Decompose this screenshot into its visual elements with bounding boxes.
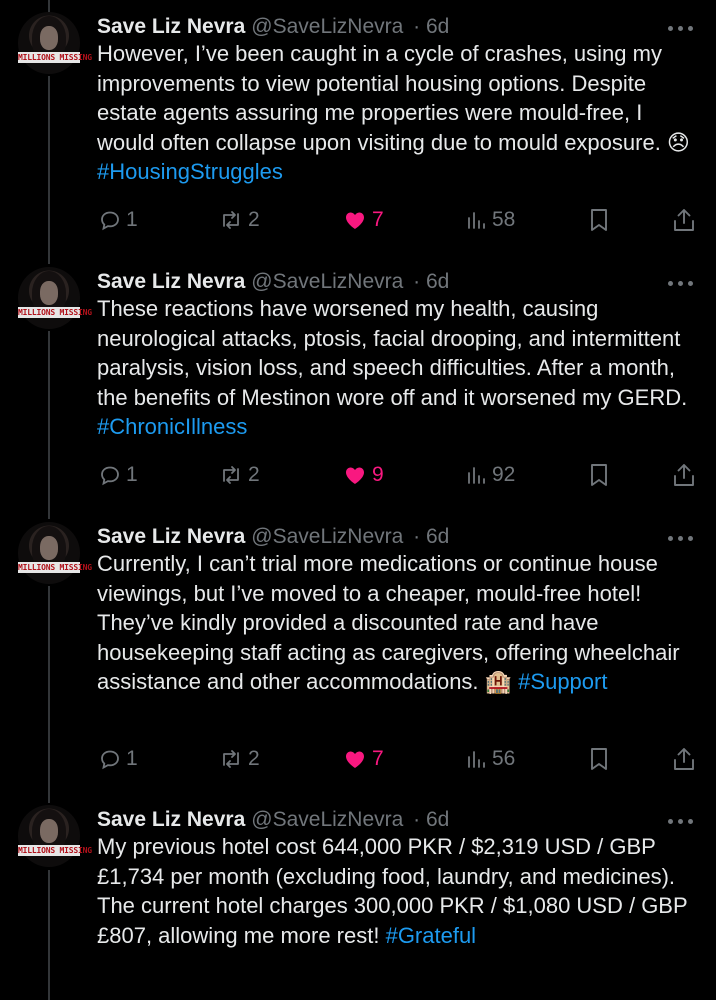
hashtag-link[interactable]: #Support (518, 669, 608, 695)
thread-line (48, 331, 50, 519)
avatar-banner-text: MILLIONS MISSING (18, 563, 92, 572)
avatar-banner-text: MILLIONS MISSING (18, 846, 92, 855)
views-count: 92 (492, 463, 516, 486)
repost-button[interactable] (218, 460, 260, 490)
bookmark-icon (588, 462, 610, 488)
author-handle[interactable]: @SaveLizNevra (251, 270, 404, 293)
avatar-face (40, 536, 58, 560)
reply-count: 1 (126, 208, 138, 231)
share-icon (672, 462, 696, 488)
reply-count: 1 (126, 463, 138, 486)
avatar[interactable] (18, 267, 92, 329)
bookmark-button[interactable] (588, 205, 610, 235)
reply-icon (98, 747, 122, 771)
repost-icon (218, 747, 244, 771)
repost-count: 2 (248, 463, 260, 486)
more-icon[interactable] (668, 536, 694, 542)
author-handle[interactable]: @SaveLizNevra (251, 808, 404, 831)
more-icon[interactable] (668, 819, 694, 825)
reply-button[interactable] (98, 205, 138, 235)
tweet-header (97, 805, 449, 835)
tweet-header (97, 267, 449, 297)
tweet-time[interactable]: · 6d (413, 270, 450, 293)
tweet-text-main: Currently, I can’t trial more medications or continue house viewings, but I’ve moved to a cheaper, mould-free hotel! They’ve kindly provided a discounted rate and have housekeeping staff acting as caregivers, offering wheelchair assistance and other accommodations. 🏨 (97, 551, 680, 695)
like-button[interactable] (342, 744, 384, 774)
repost-count: 2 (248, 747, 260, 770)
avatar-face (40, 26, 58, 50)
avatar-face (40, 281, 58, 305)
like-button[interactable] (342, 460, 384, 490)
more-icon[interactable] (668, 26, 694, 32)
tweet-actions (0, 205, 716, 235)
tweet-time[interactable]: · 6d (413, 525, 450, 548)
bookmark-icon (588, 207, 610, 233)
bookmark-icon (588, 746, 610, 772)
author-handle[interactable]: @SaveLizNevra (251, 15, 404, 38)
tweet-text (97, 294, 697, 442)
repost-button[interactable] (218, 205, 260, 235)
like-button[interactable] (342, 205, 384, 235)
tweet-text-main: However, I’ve been caught in a cycle of crashes, using my improvements to view potential housing options. Despite estate agents assuring me properties were mould-free, I would often collapse upon visiting due to mould exposure. 😞 (97, 41, 690, 155)
hashtag-link[interactable]: #ChronicIllness (97, 414, 248, 440)
share-icon (672, 207, 696, 233)
author-name[interactable]: Save Liz Nevra (97, 808, 246, 831)
views-count: 56 (492, 747, 516, 770)
author-handle[interactable]: @SaveLizNevra (251, 525, 404, 548)
tweet-text (97, 832, 697, 950)
avatar-banner-text: MILLIONS MISSING (18, 53, 92, 62)
reply-button[interactable] (98, 460, 138, 490)
reply-count: 1 (126, 747, 138, 770)
like-count: 9 (372, 463, 384, 486)
share-icon (672, 746, 696, 772)
thread-line (48, 0, 50, 12)
avatar-face (40, 819, 58, 843)
views-button[interactable] (466, 744, 515, 774)
avatar[interactable] (18, 805, 92, 867)
like-icon (342, 208, 368, 232)
bookmark-button[interactable] (588, 744, 610, 774)
views-icon (466, 747, 488, 771)
more-icon[interactable] (668, 281, 694, 287)
reply-button[interactable] (98, 744, 138, 774)
like-icon (342, 463, 368, 487)
reply-icon (98, 463, 122, 487)
tweet-time[interactable]: · 6d (413, 808, 450, 831)
like-count: 7 (372, 747, 384, 770)
author-name[interactable]: Save Liz Nevra (97, 15, 246, 38)
tweet-actions (0, 744, 716, 774)
repost-count: 2 (248, 208, 260, 231)
reply-icon (98, 208, 122, 232)
like-icon (342, 747, 368, 771)
tweet-time[interactable]: · 6d (413, 15, 450, 38)
views-icon (466, 208, 488, 232)
views-button[interactable] (466, 205, 515, 235)
author-name[interactable]: Save Liz Nevra (97, 525, 246, 548)
tweet-text (97, 39, 697, 187)
views-button[interactable] (466, 460, 515, 490)
author-name[interactable]: Save Liz Nevra (97, 270, 246, 293)
share-button[interactable] (672, 744, 696, 774)
thread-line (48, 76, 50, 264)
avatar-banner-text: MILLIONS MISSING (18, 308, 92, 317)
bookmark-button[interactable] (588, 460, 610, 490)
share-button[interactable] (672, 460, 696, 490)
tweet-actions (0, 460, 716, 490)
hashtag-link[interactable]: #HousingStruggles (97, 159, 283, 185)
hashtag-link[interactable]: #Grateful (385, 922, 477, 948)
tweet-text-main: These reactions have worsened my health, causing neurological attacks, ptosis, facial drooping, and intermittent paralysis, vision loss, and speech difficulties. After a month, the benefits of Mestinon wore off and it worsened my GERD. (97, 296, 688, 410)
repost-icon (218, 463, 244, 487)
tweet-text (97, 549, 697, 697)
tweet-header (97, 522, 449, 552)
thread-line (48, 870, 50, 1000)
avatar[interactable] (18, 12, 92, 74)
repost-icon (218, 208, 244, 232)
avatar[interactable] (18, 522, 92, 584)
share-button[interactable] (672, 205, 696, 235)
like-count: 7 (372, 208, 384, 231)
repost-button[interactable] (218, 744, 260, 774)
views-icon (466, 463, 488, 487)
views-count: 58 (492, 208, 516, 231)
tweet-header (97, 12, 449, 42)
tweet-text-main: My previous hotel cost 644,000 PKR / $2,319 USD / GBP £1,734 per month (excluding food, laundry, and medicines). The current hotel charges 300,000 PKR / $1,080 USD / GBP £807, allowing me more rest! (97, 834, 688, 948)
